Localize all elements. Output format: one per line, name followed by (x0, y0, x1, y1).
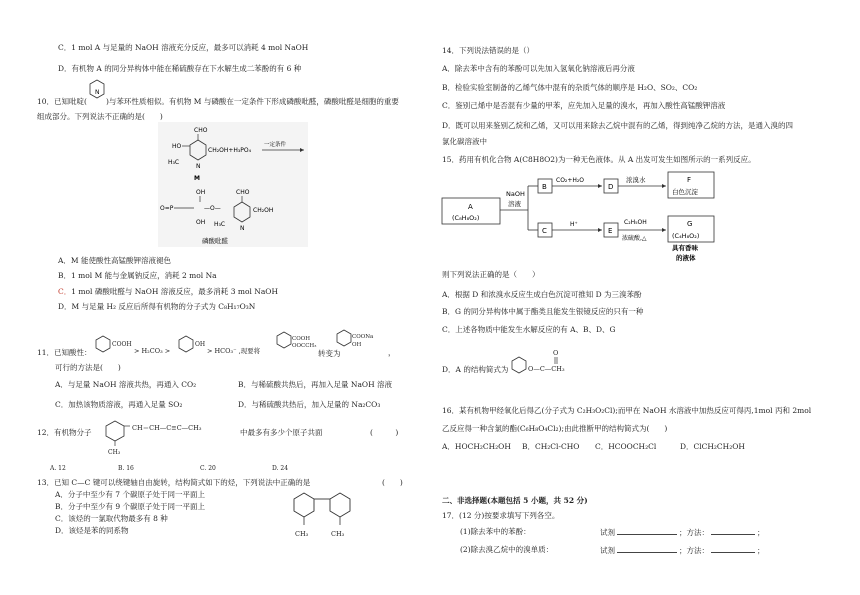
flow-fragrant-2: 的液体 (676, 254, 696, 262)
flow-solution: 溶液 (508, 200, 521, 208)
q14-stem: 14．下列说法错误的是（） (442, 46, 535, 55)
q17-2-reagent-blank[interactable] (617, 545, 677, 553)
rxn-n: N (196, 163, 201, 170)
rxn-cho: CHO (194, 127, 208, 134)
q16-option-d: D．ClCH₂CH₂OH (680, 442, 745, 451)
rxn-product-name: 磷酸吡醛 (202, 237, 228, 245)
q11-option-a: A．与足量 NaOH 溶液共热，再通入 CO₂ (55, 380, 197, 389)
rxn-ho: HO (172, 143, 182, 150)
rxn-dash-o: —O— (204, 205, 221, 212)
q10-stem-line2: 组成部分。下列说法不正确的是( ) (37, 112, 163, 121)
q10-option-c-letter: C． (58, 287, 72, 296)
q11-comma: ， (388, 348, 396, 357)
flow-h-plus: H⁺ (570, 221, 578, 228)
q17-part-1: (1)除去苯中的苯酚： (460, 527, 531, 536)
q15-option-a: A．根据 D 和浓溴水反应生成白色沉淀可推知 D 为三溴苯酚 (442, 290, 642, 299)
rxn-h3c: H₃C (168, 159, 180, 166)
flow-g-formula: (C₄H₈O₂) (672, 232, 700, 240)
q17-part-1-answer (600, 527, 765, 537)
flow-e: E (608, 227, 613, 235)
q17-1-reagent-label: 试剂 (600, 528, 615, 537)
flow-white-ppt: 白色沉淀 (672, 188, 698, 196)
q13-ch3-left: CH₃ (295, 530, 309, 538)
q13-stem: 13．已知 C—C 键可以绕键轴自由旋转，结构简式如下的烃，下列说法中正确的是 (37, 478, 311, 487)
q11-mid-coo: COOH (292, 336, 311, 342)
q11-stem-line2: 可行的方法是( ) (55, 363, 121, 372)
q12-ch3: CH₃ (108, 449, 121, 456)
flow-c: C (542, 227, 547, 235)
q14-option-a: A．除去苯中含有的苯酚可以先加入氢氧化钠溶液后再分液 (442, 64, 635, 73)
flow-a: A (468, 203, 473, 211)
flow-b: B (542, 183, 547, 191)
q13-ch3-right: CH₃ (331, 530, 345, 538)
q17-part-2-answer (600, 545, 765, 555)
q13-option-b: B．分子中至少有 9 个碳原子处于同一平面上 (55, 502, 206, 511)
q17-1-method-label: ；方法： (679, 528, 709, 537)
flow-g: G (687, 220, 693, 228)
flow-f: F (687, 176, 692, 184)
q15-option-b: B．G 的同分异构体中属于酯类且能发生银镜反应的只有一种 (442, 307, 644, 316)
right-column (430, 0, 860, 595)
carbonyl-double-bond-icon (554, 357, 558, 365)
q11-option-d: D．与稀硫酸共热后，加入足量的 Na₂CO₃ (238, 400, 381, 409)
q10-option-d: D．M 与足量 H₂ 反应后所得有机物的分子式为 C₈H₁₇O₃N (58, 302, 256, 311)
rxn-oh2: OH (196, 219, 206, 226)
q13-option-a: A．分子中至少有 7 个碳原子处于同一平面上 (55, 490, 205, 499)
q15-stem: 15．药用有机化合物 A(C8H8O2)为一种无色液体。从 A 出发可发生如图所示的一系列反应。 (442, 155, 756, 164)
q17-1-reagent-blank[interactable] (617, 527, 677, 535)
q9-option-c: C．1 mol A 与足量的 NaOH 溶液充分反应，最多可以消耗 4 mol NaOH (58, 43, 309, 52)
q10-stem-a: 10．已知吡啶( (37, 97, 87, 106)
q15-d-chain: O—C—CH₃ (528, 365, 565, 373)
q12-stem-a: 12．有机物分子 (37, 428, 92, 437)
q15-option-c: C．上述各物质中能发生水解反应的有 A、B、D、G (442, 325, 616, 334)
q12-option-a: A. 12 (50, 465, 66, 472)
pyridine-ring-icon (88, 78, 106, 104)
q15-d-carbonyl-o: O (553, 349, 559, 357)
q11-option-b: B．与稀硫酸共热后，再加入足量 NaOH 溶液 (238, 380, 393, 389)
salicylate-ring-icon (336, 328, 352, 348)
q14-option-b: B．检验实验室制备的乙烯气体中混有的杂质气体的顺序是 H₂O、SO₂、CO₂ (442, 83, 698, 92)
q11-oh: OH (195, 341, 206, 348)
q14-option-c: C．鉴别己烯中是否混有少量的甲苯，应先加入足量的溴水，再加入酸性高锰酸钾溶液 (442, 101, 726, 110)
q9-option-d: D．有机物 A 的同分异构体中能在稀硫酸存在下水解生成二苯酚的有 6 种 (58, 64, 302, 73)
flow-a-formula: (C₈H₈O₂) (452, 214, 480, 222)
q12-stem-b: 中最多有多少个原子共面 (240, 428, 323, 437)
rxn-ch2oh2: CH₂OH (253, 207, 274, 214)
phosphopyridoxal-reaction-figure (158, 122, 308, 247)
q17-1-semicolon: ； (757, 528, 765, 537)
q16-option-a: A．HOCH₂CH₂OH (442, 442, 511, 451)
flow-bromine-water: 浓溴水 (626, 176, 646, 184)
q16-option-b: B．CH₂Cl-CHO (522, 442, 580, 451)
phenyl-ring-icon (510, 355, 528, 375)
q12-option-d: D. 24 (272, 465, 289, 472)
q12-chain: CH＝CH—C≡C—CH₃ (132, 424, 202, 432)
q16-stem: 16．某有机物甲经氧化后得乙(分子式为 C₂H₃O₂Cl);而甲在 NaOH 水溶液中加热反应可得丙,1mol 丙和 2mol (442, 406, 812, 415)
reaction-flow-diagram (440, 170, 740, 262)
q11-cooh: COOH (112, 341, 132, 348)
q11-mid-ooc: OOCCH₃ (292, 343, 317, 349)
q13-option-c: C．该烃的一氯取代物最多有 8 种 (55, 514, 168, 523)
q11-gt1: > H₂CO₃ > (134, 347, 171, 355)
q10-stem-b: )与苯环性质相似。有机物 M 与磷酸在一定条件下形成磷酸吡醛，磷酸吡醛是细胞的重要 (106, 97, 399, 106)
q14-option-d: D．既可以用来鉴别乙烷和乙烯，又可以用来除去乙烷中混有的乙烯，得到纯净乙烷的方法，是通入溴的四 (442, 121, 794, 130)
q14-option-d-line2: 氯化碳溶液中 (442, 137, 487, 146)
q16-stem-line2: 乙反应得一种含氯的酯(C₆H₈O₄Cl₂);由此推断甲的结构简式为( ) (442, 424, 668, 433)
q11-stem-a: 11．已知酸性： (37, 348, 92, 357)
q17-2-method-blank[interactable] (711, 545, 755, 553)
q10-option-a: A．M 能使酸性高锰酸钾溶液褪色 (58, 256, 171, 265)
q10-option-b: B．1 mol M 能与金属钠反应，消耗 2 mol Na (58, 271, 217, 280)
flow-co2-h2o: CO₂+H₂O (556, 177, 584, 184)
q12-option-b: B. 16 (118, 465, 134, 472)
q10-option-c (58, 287, 278, 296)
flow-conc-h2so4: 浓硫酸,△ (622, 235, 647, 242)
rxn-ch2oh-h3po4: CH₂OH+H₃PO₄ (208, 147, 252, 154)
q13-paren: ( ) (382, 478, 403, 487)
q11-end-oh: OH (352, 342, 362, 348)
q17-part-2: (2)除去溴乙烷中的溴单质： (460, 545, 554, 554)
rxn-o-eq-p: O=P (160, 205, 174, 212)
flow-c2h5oh: C₂H₅OH (624, 219, 647, 226)
flow-d: D (608, 183, 614, 191)
q11-gt2: > HCO₃⁻ ,现要将 (207, 347, 261, 355)
q11-option-c: C．加热该物质溶液，再通入足量 SO₂ (55, 400, 183, 409)
svg-text:N: N (95, 89, 100, 96)
q17-2-semicolon: ； (757, 546, 765, 555)
section-2-heading: 二、非选择题(本题包括 5 小题，共 52 分) (442, 496, 588, 505)
q11-end-coona: COONa (352, 334, 374, 340)
q15-question: 则下列说法正确的是（ ） (442, 270, 540, 279)
rxn-h3c2: H₃C (214, 221, 226, 228)
q16-option-c: C．HCOOCH₂Cl (595, 442, 657, 451)
flow-fragrant-1: 具有香味 (672, 244, 698, 252)
rxn-m-label: M (194, 175, 200, 182)
rxn-oh1: OH (196, 189, 206, 196)
q17-2-method-label: ；方法： (679, 546, 709, 555)
q12-paren: ( ) (370, 428, 399, 437)
q11-turn: 转变为 (318, 349, 341, 358)
q10-option-c-text: 1 mol 磷酸吡醛与 NaOH 溶液反应，最多消耗 3 mol NaOH (71, 287, 278, 296)
q17-1-method-blank[interactable] (711, 527, 755, 535)
q17-stem: 17．(12 分)按要求填写下列各空。 (442, 511, 560, 520)
q12-option-c: C. 20 (200, 465, 216, 472)
phenol-ring-icon (178, 335, 194, 353)
q15-option-d: D．A 的结构简式为 (442, 365, 509, 374)
acetylsalicylic-ring-icon (276, 330, 292, 350)
q13-option-d: D．该烃是苯的同系物 (55, 526, 129, 535)
benzene-ring-icon (95, 335, 111, 353)
q17-2-reagent-label: 试剂 (600, 546, 615, 555)
rxn-n2: N (240, 225, 245, 232)
flow-naoh: NaOH (506, 190, 525, 198)
rxn-condition: 一定条件 (264, 142, 287, 148)
rxn-cho2: CHO (236, 189, 250, 196)
